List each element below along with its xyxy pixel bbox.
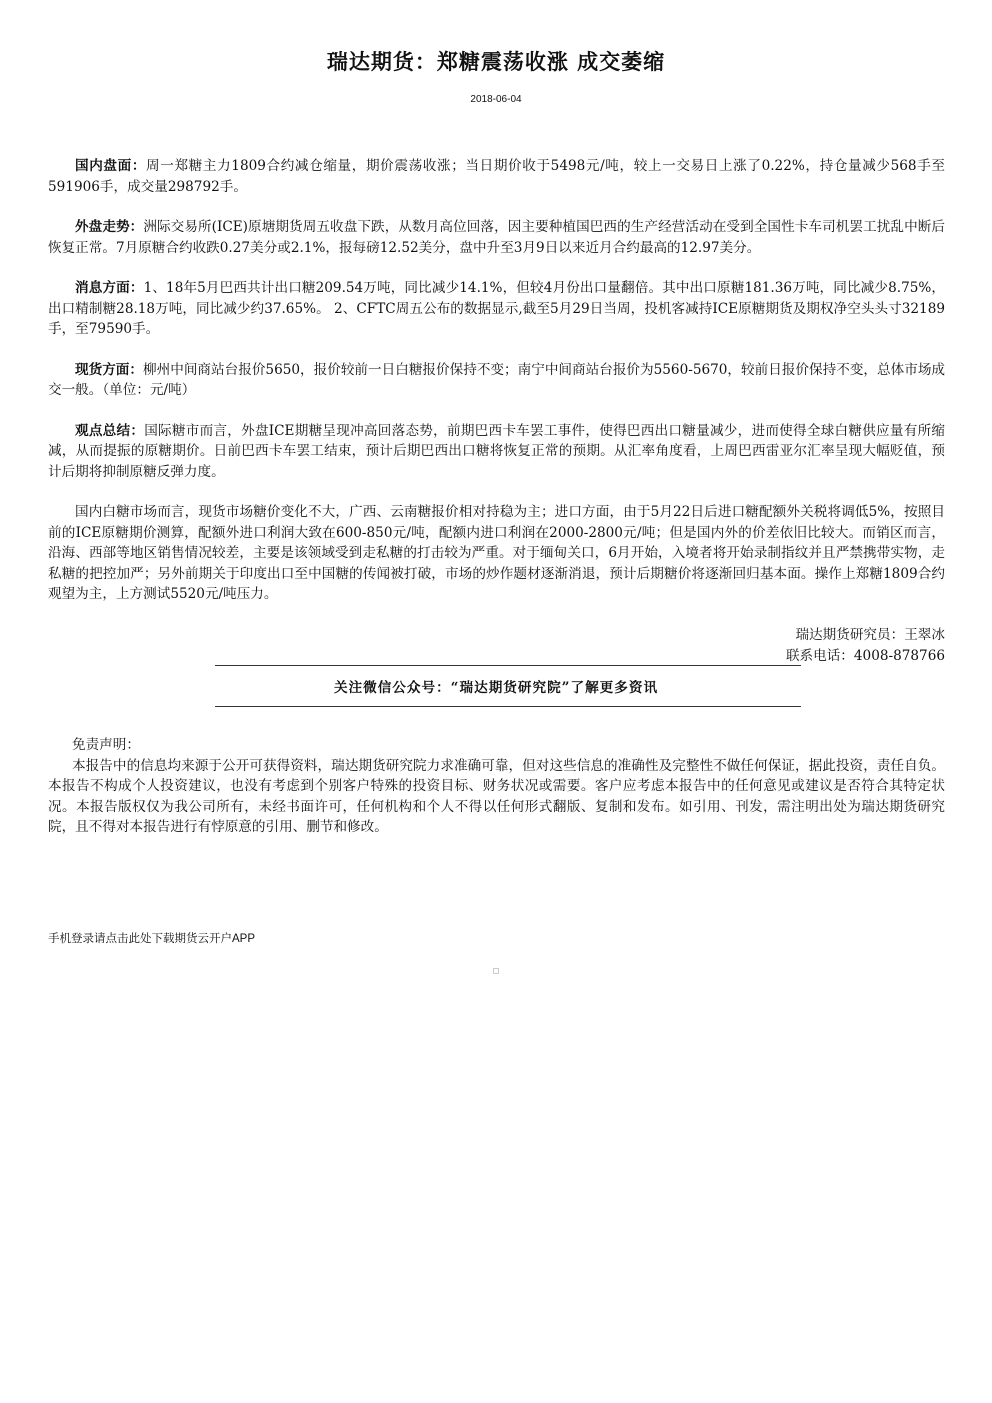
researcher-name: 瑞达期货研究员：王翠冰	[795, 626, 945, 643]
section-text: 周一郑糖主力1809合约减仓缩量，期价震荡收涨；当日期价收于5498元/吨，较上一交易日上涨了0.22%，持仓量减少568手至591906手，成交量298792手。	[48, 158, 945, 195]
section-text: 1、18年5月巴西共计出口糖209.54万吨，同比减少14.1%，但较4月份出口量翻倍。其中出口原糖181.36万吨，同比减少8.75%，出口精制糖28.18万吨，同比减少约37.65%。 2、CFTC周五公布的数据显示,截至5月29日当周，投机客减持ICE原糖期货及期权净空头头寸32189手，至79590手。	[48, 280, 945, 337]
section-heading: 消息方面：	[75, 280, 144, 296]
section-text: 洲际交易所(ICE)原塘期货周五收盘下跌，从数月高位回落，因主要种植国巴西的生产经营活动在受到全国性卡车司机罢工扰乱中断后恢复正常。7月原糖合约收跌0.27美分或2.1%，报每磅12.52美分，盘中升至3月9日以来近月合约最高的12.97美分。	[48, 219, 946, 256]
contact-phone: 联系电话：4008-878766	[785, 647, 945, 664]
publish-date: 2018-06-04	[470, 94, 522, 105]
disclaimer-block	[48, 735, 945, 838]
disclaimer-label: 免责声明：	[72, 737, 140, 753]
section-heading: 国内盘面：	[75, 158, 147, 174]
section-overseas-market	[48, 217, 945, 258]
section-domestic-market	[48, 156, 945, 197]
section-news	[48, 278, 945, 340]
wechat-notice: 关注微信公众号：“瑞达期货研究院”了解更多资讯	[333, 680, 659, 696]
report-body	[48, 156, 945, 667]
section-domestic-outlook	[48, 502, 945, 605]
section-heading: 外盘走势：	[75, 219, 144, 235]
app-download-link[interactable]: 手机登录请点击此处下载期货云开户APP	[48, 933, 256, 945]
section-text: 国内白糖市场而言，现货市场糖价变化不大，广西、云南糖报价相对持稳为主；进口方面，由于5月22日后进口糖配额外关税将调低5%，按照目前的ICE原糖期价测算，配额外进口利润大致在600-850元/吨，配额内进口利润在2000-2800元/吨；但是国内外的价差依旧比较大。而销区而言，沿海、西部等地区销售情况较差，主要是该领域受到走私糖的打击较为严重。对于缅甸关口，6月开始，入境者将开始录制指纹并且严禁携带实物，走私糖的把控加严；另外前期关于印度出口至中国糖的传闻被打破，市场的炒作题材逐渐消退，预计后期糖价将逐渐回归基本面。操作上郑糖1809合约观望为主，上方测试5520元/吨压力。	[48, 504, 945, 602]
disclaimer-text: 本报告中的信息均来源于公开可获得资料，瑞达期货研究院力求准确可靠，但对这些信息的准确性及完整性不做任何保证，据此投资，责任自负。本报告不构成个人投资建议，也没有考虑到个别客户特殊的投资目标、财务状况或需要。客户应考虑本报告中的任何意见或建议是否符合其特定状况。本报告版权仅为我公司所有，未经书面许可，任何机构和个人不得以任何形式翻版、复制和发布。如引用、刊发，需注明出处为瑞达期货研究院，且不得对本报告进行有悖原意的引用、删节和修改。	[48, 757, 945, 835]
section-text: 国际糖市而言，外盘ICE期糖呈现冲高回落态势，前期巴西卡车罢工事件，使得巴西出口糖量减少，进而使得全球白糖供应量有所缩减，从而提振的原糖期价。日前巴西卡车罢工结束，预计后期巴西出口糖将恢复正常的预期。从汇率角度看，上周巴西雷亚尔汇率呈现大幅贬值，预计后期将抑制原糖反弹力度。	[48, 422, 946, 480]
section-summary	[48, 421, 945, 483]
section-heading: 观点总结：	[75, 422, 145, 439]
section-heading: 现货方面：	[75, 361, 144, 378]
divider-top	[215, 665, 801, 666]
image-placeholder-icon	[493, 968, 499, 974]
section-spot-market	[48, 360, 945, 401]
section-text: 柳州中间商站台报价5650，报价较前一日白糖报价保持不变；南宁中间商站台报价为5560-5670，较前日报价保持不变，总体市场成交一般。（单位：元/吨）	[48, 361, 946, 398]
page-title: 瑞达期货：郑糖震荡收涨 成交萎缩	[326, 49, 666, 74]
divider-bottom	[215, 706, 801, 707]
signature-block	[48, 625, 945, 667]
